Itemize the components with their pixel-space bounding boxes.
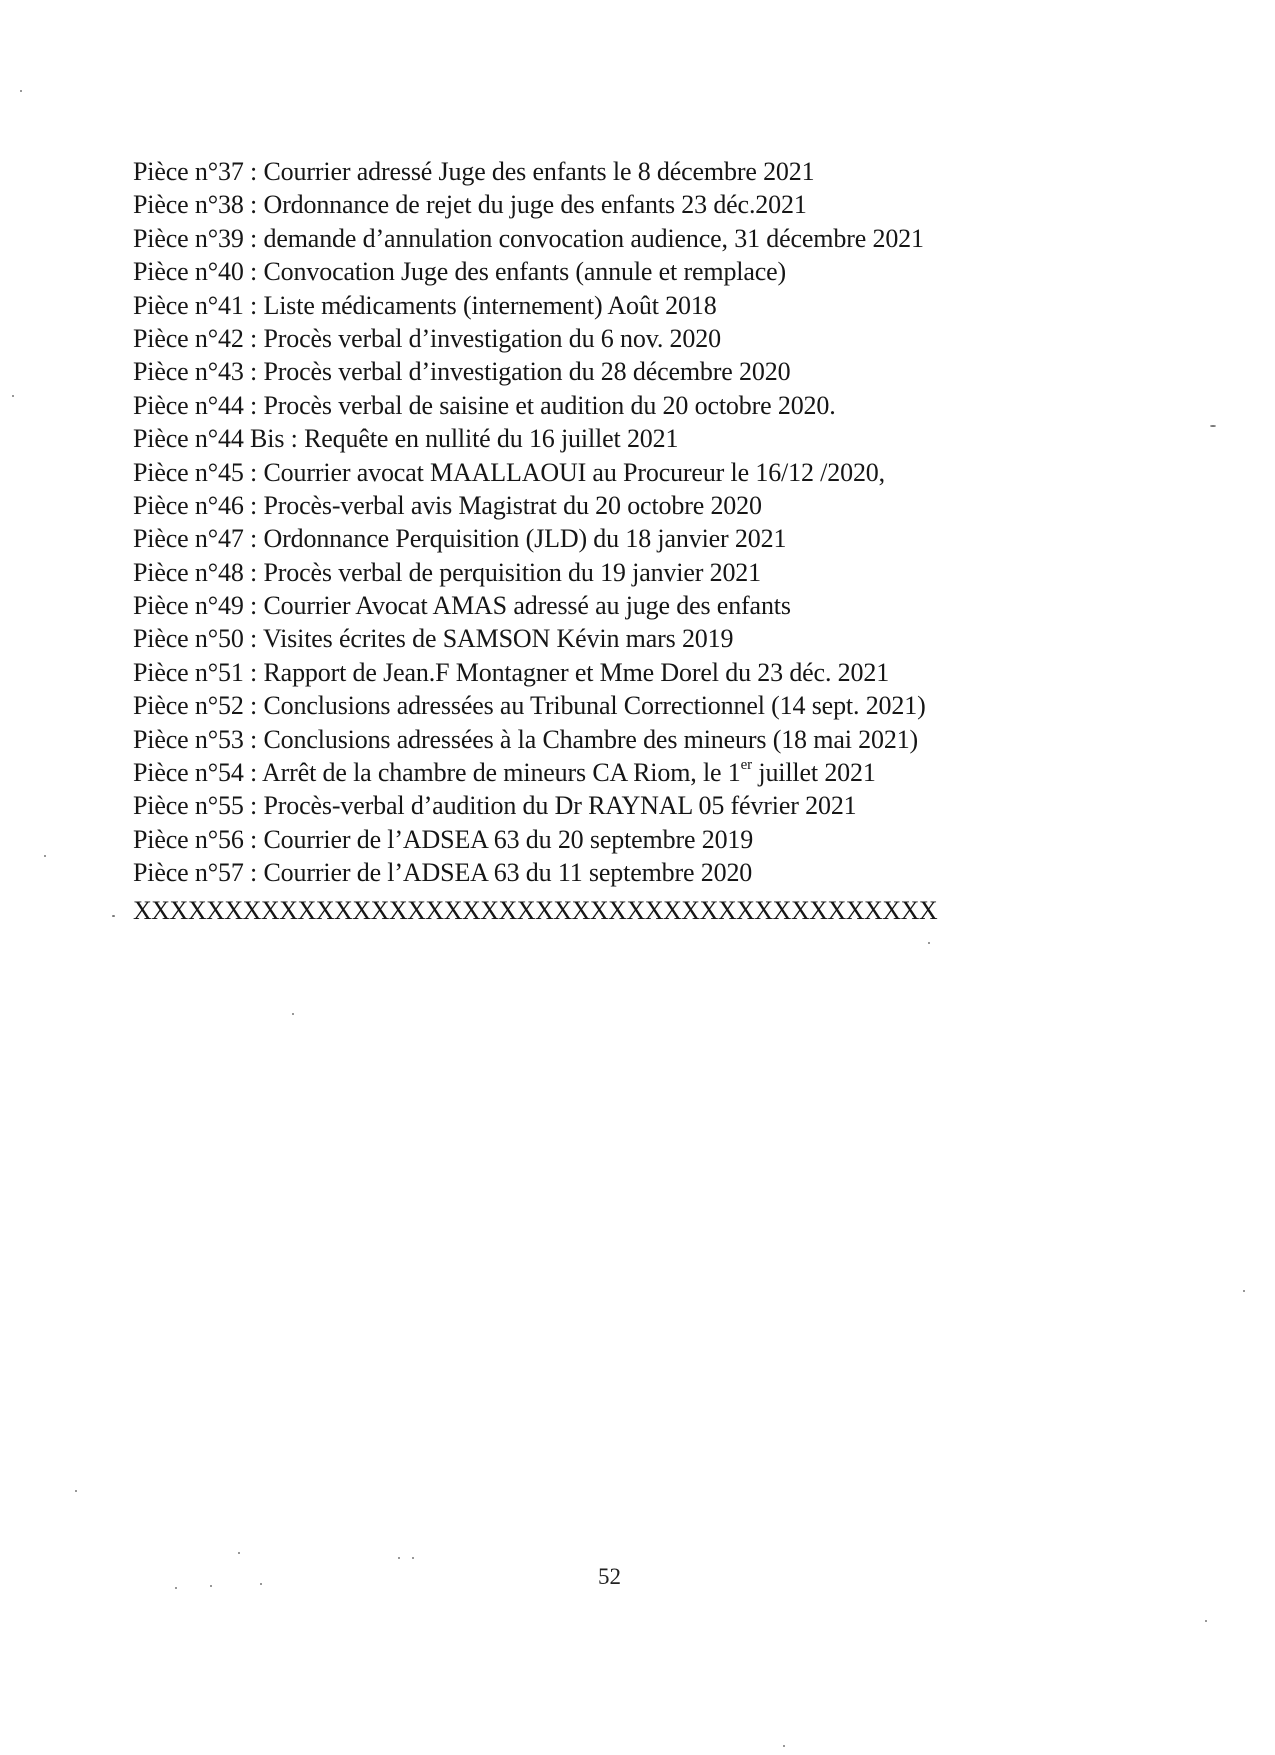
exhibit-item [133, 155, 926, 188]
exhibit-text: Conclusions adressées à la Chambre des mineurs (18 mai 2021) [263, 724, 919, 754]
exhibit-item [133, 322, 926, 355]
exhibit-ref: Pièce n°43 [133, 357, 244, 387]
ordinal-superscript: er [740, 757, 753, 774]
exhibit-ref: Pièce n°39 [133, 223, 244, 253]
exhibit-ref: Pièce n°47 [133, 524, 244, 554]
exhibit-list [133, 155, 926, 890]
exhibit-sep: : [243, 290, 264, 320]
exhibit-ref: Pièce n°44 [133, 390, 244, 420]
exhibit-item [133, 522, 926, 555]
exhibit-item [133, 756, 926, 789]
exhibit-sep: : [243, 591, 264, 621]
exhibit-sep: : [243, 724, 264, 754]
scan-speck [75, 1490, 77, 1492]
exhibit-ref: Pièce n°50 [133, 624, 244, 654]
exhibit-text: demande d’annulation convocation audience, 31 décembre 2021 [263, 223, 924, 253]
exhibit-sep: : [243, 223, 264, 253]
exhibit-sep: : [243, 323, 264, 353]
exhibit-item [133, 489, 926, 522]
exhibit-text: Procès verbal de perquisition du 19 janvier 2021 [263, 557, 761, 587]
exhibit-text: Courrier de l’ADSEA 63 du 20 septembre 2019 [263, 824, 754, 854]
exhibit-sep: : [243, 257, 264, 287]
exhibit-text: Procès-verbal d’audition du Dr RAYNAL 05 février 2021 [263, 791, 857, 821]
exhibit-ref: Pièce n°45 [133, 457, 244, 487]
exhibit-sep: : [243, 357, 264, 387]
exhibit-sep: : [243, 490, 264, 520]
exhibit-ref: Pièce n°57 [133, 858, 244, 888]
exhibit-item [133, 856, 926, 889]
exhibit-ref: Pièce n°44 Bis [133, 424, 285, 454]
exhibit-text: Procès verbal d’investigation du 28 décembre 2020 [263, 357, 791, 387]
scan-speck [44, 855, 46, 857]
exhibit-text: Rapport de Jean.F Montagner et Mme Dorel du 23 déc. 2021 [263, 657, 890, 687]
exhibit-item [133, 188, 926, 221]
exhibit-text: Conclusions adressées au Tribunal Correctionnel (14 sept. 2021) [263, 691, 926, 721]
exhibit-sep: : [243, 390, 264, 420]
exhibit-item [133, 389, 926, 422]
exhibit-ref: Pièce n°38 [133, 190, 244, 220]
exhibit-text: Courrier Avocat AMAS adressé au juge des enfants [263, 591, 791, 621]
exhibit-item [133, 789, 926, 822]
exhibit-item [133, 589, 926, 622]
exhibit-text-after: juillet 2021 [752, 758, 876, 788]
exhibit-item [133, 823, 926, 856]
exhibit-text: Visites écrites de SAMSON Kévin mars 2019 [263, 624, 734, 654]
exhibit-item [133, 222, 926, 255]
exhibit-text: Courrier avocat MAALLAOUI au Procureur le 16/12 /2020, [263, 457, 885, 487]
x-separator-line: XXXXXXXXXXXXXXXXXXXXXXXXXXXXXXXXXXXXXXXXXXXX [133, 896, 938, 925]
exhibit-ref: Pièce n°54 [133, 758, 244, 788]
exhibit-ref: Pièce n°46 [133, 490, 244, 520]
exhibit-sep: : [243, 157, 264, 186]
exhibit-item [133, 723, 926, 756]
exhibit-text: Requête en nullité du 16 juillet 2021 [304, 424, 679, 454]
exhibit-text: Arrêt de la chambre de mineurs CA Riom, le 1 [262, 758, 741, 788]
exhibit-item [133, 355, 926, 388]
exhibit-item [133, 289, 926, 322]
exhibit-text: Courrier adressé Juge des enfants le 8 décembre 2021 [263, 157, 815, 186]
exhibit-item [133, 422, 926, 455]
scan-speck [175, 1587, 177, 1589]
scan-speck [210, 1585, 212, 1587]
page-number: 52 [598, 1564, 621, 1589]
exhibit-item [133, 622, 926, 655]
exhibit-ref: Pièce n°52 [133, 691, 244, 721]
exhibit-item [133, 656, 926, 689]
exhibit-ref: Pièce n°49 [133, 591, 244, 621]
exhibit-text: Procès-verbal avis Magistrat du 20 octobre 2020 [263, 490, 762, 520]
scan-speck [398, 1557, 400, 1559]
scan-speck [1205, 1620, 1207, 1622]
exhibit-ref: Pièce n°40 [133, 257, 244, 287]
scan-speck [238, 1552, 240, 1554]
exhibit-item [133, 255, 926, 288]
exhibit-sep: : [243, 858, 264, 888]
exhibit-ref: Pièce n°37 [133, 157, 244, 186]
exhibit-sep: : [284, 424, 305, 454]
exhibit-sep: : [243, 524, 264, 554]
scan-speck [1210, 425, 1216, 427]
scan-speck [12, 395, 14, 397]
exhibit-text: Convocation Juge des enfants (annule et remplace) [263, 257, 787, 287]
exhibit-item [133, 456, 926, 489]
scan-speck [1243, 1290, 1245, 1292]
exhibit-text: Courrier de l’ADSEA 63 du 11 septembre 2020 [263, 858, 753, 888]
exhibit-ref: Pièce n°42 [133, 323, 244, 353]
exhibit-sep: : [243, 824, 264, 854]
scan-speck [783, 1745, 785, 1747]
exhibit-ref: Pièce n°48 [133, 557, 244, 587]
exhibit-text: Liste médicaments (internement) Août 2018 [263, 290, 717, 320]
exhibit-ref: Pièce n°56 [133, 824, 244, 854]
exhibit-sep: : [243, 190, 264, 220]
exhibit-item [133, 689, 926, 722]
exhibit-ref: Pièce n°55 [133, 791, 244, 821]
exhibit-text: Procès verbal de saisine et audition du 20 octobre 2020. [263, 390, 836, 420]
scan-speck [292, 1013, 294, 1015]
exhibit-sep: : [243, 657, 264, 687]
exhibit-ref: Pièce n°53 [133, 724, 244, 754]
exhibit-sep: : [243, 758, 263, 788]
scan-speck [260, 1583, 262, 1585]
scan-speck [112, 915, 115, 917]
exhibit-text: Procès verbal d’investigation du 6 nov. 2020 [263, 323, 721, 353]
exhibit-sep: : [243, 624, 264, 654]
scan-speck [20, 90, 22, 92]
exhibit-sep: : [243, 457, 264, 487]
scan-speck [412, 1557, 414, 1559]
scan-speck [928, 942, 930, 944]
exhibit-text: Ordonnance Perquisition (JLD) du 18 janvier 2021 [263, 524, 787, 554]
exhibit-sep: : [243, 791, 264, 821]
exhibit-sep: : [243, 557, 264, 587]
exhibit-ref: Pièce n°41 [133, 290, 244, 320]
exhibit-sep: : [243, 691, 264, 721]
exhibit-ref: Pièce n°51 [133, 657, 244, 687]
exhibit-item [133, 556, 926, 589]
exhibit-text: Ordonnance de rejet du juge des enfants 23 déc.2021 [263, 190, 807, 220]
